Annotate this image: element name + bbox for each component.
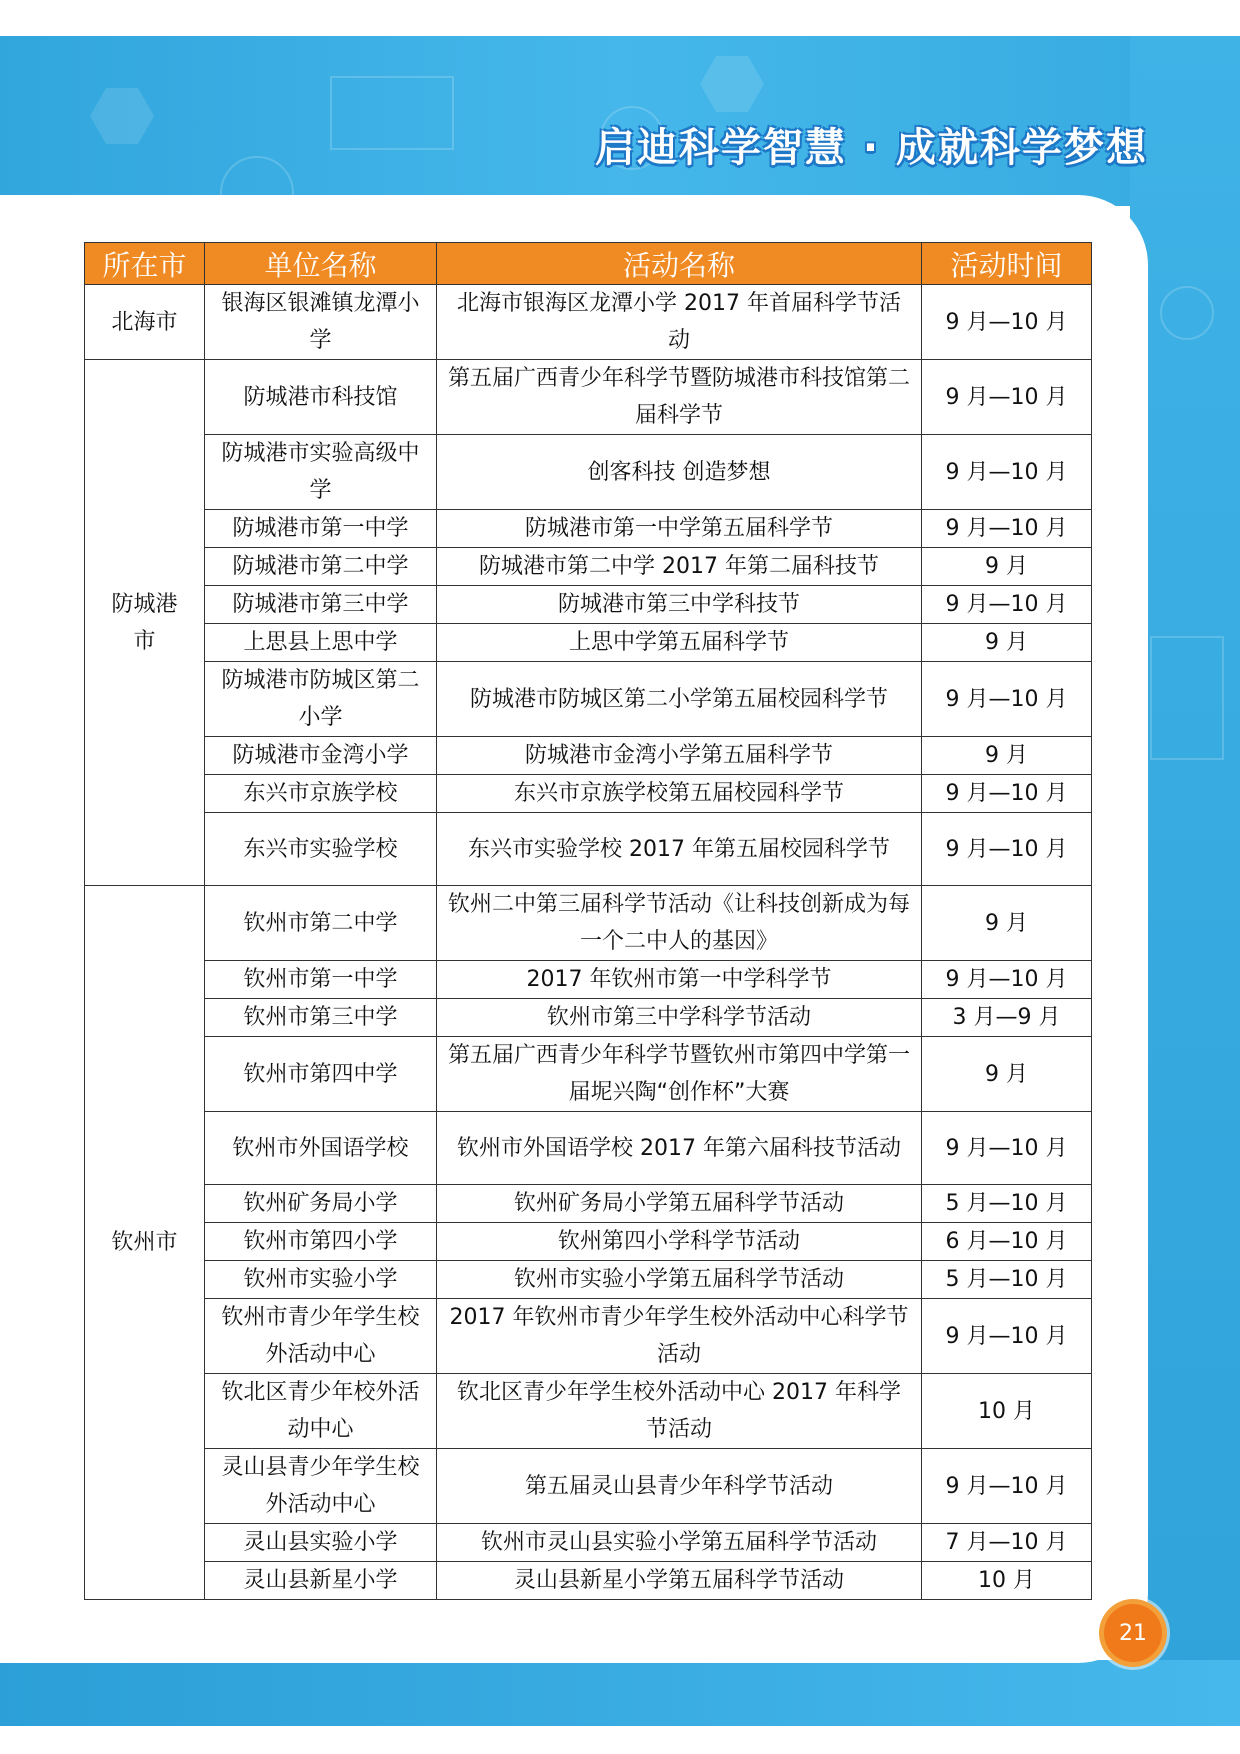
header-unit: 单位名称 [205, 243, 437, 285]
circuit-decoration [330, 76, 454, 150]
activity-cell: 防城港市防城区第二小学第五届校园科学节 [437, 662, 922, 737]
activity-table [84, 242, 1092, 1600]
city-cell: 北海市 [85, 285, 205, 360]
page-number: 21 [1104, 1604, 1162, 1662]
unit-cell: 东兴市京族学校 [205, 775, 437, 813]
city-cell: 防城港市 [85, 360, 205, 886]
unit-cell: 银海区银滩镇龙潭小学 [205, 285, 437, 360]
table-row [85, 1524, 1092, 1562]
time-cell: 9 月 [922, 1037, 1092, 1112]
activity-cell: 2017 年钦州市第一中学科学节 [437, 961, 922, 999]
table-row [85, 1112, 1092, 1185]
table-row [85, 1261, 1092, 1299]
table-row [85, 1185, 1092, 1223]
unit-cell: 钦州市第四中学 [205, 1037, 437, 1112]
time-cell: 9 月—10 月 [922, 435, 1092, 510]
unit-cell: 防城港市第二中学 [205, 548, 437, 586]
activity-cell: 上思中学第五届科学节 [437, 624, 922, 662]
table-row [85, 586, 1092, 624]
time-cell: 9 月—10 月 [922, 285, 1092, 360]
unit-cell: 钦州市第一中学 [205, 961, 437, 999]
time-cell: 6 月—10 月 [922, 1223, 1092, 1261]
hexagon-decoration [700, 56, 764, 112]
unit-cell: 钦州市外国语学校 [205, 1112, 437, 1185]
activity-cell: 钦北区青少年学生校外活动中心 2017 年科学节活动 [437, 1374, 922, 1449]
table-row [85, 548, 1092, 586]
table-row [85, 510, 1092, 548]
time-cell: 9 月—10 月 [922, 510, 1092, 548]
table-row [85, 961, 1092, 999]
activity-cell: 第五届广西青少年科学节暨钦州市第四中学第一届坭兴陶“创作杯”大赛 [437, 1037, 922, 1112]
time-cell: 9 月 [922, 737, 1092, 775]
activity-cell: 东兴市实验学校 2017 年第五届校园科学节 [437, 813, 922, 886]
activity-cell: 创客科技 创造梦想 [437, 435, 922, 510]
hexagon-decoration [90, 88, 154, 144]
unit-cell: 钦州矿务局小学 [205, 1185, 437, 1223]
table-row [85, 1449, 1092, 1524]
time-cell: 10 月 [922, 1562, 1092, 1600]
unit-cell: 防城港市第三中学 [205, 586, 437, 624]
time-cell: 9 月 [922, 624, 1092, 662]
unit-cell: 防城港市实验高级中学 [205, 435, 437, 510]
footer-band [0, 1660, 1240, 1726]
time-cell: 9 月—10 月 [922, 662, 1092, 737]
table-row [85, 360, 1092, 435]
activity-cell: 2017 年钦州市青少年学生校外活动中心科学节活动 [437, 1299, 922, 1374]
time-cell: 9 月—10 月 [922, 1449, 1092, 1524]
table-row [85, 1562, 1092, 1600]
unit-cell: 上思县上思中学 [205, 624, 437, 662]
table-row [85, 813, 1092, 886]
time-cell: 5 月—10 月 [922, 1261, 1092, 1299]
table-row [85, 662, 1092, 737]
table-row [85, 737, 1092, 775]
activity-cell: 钦州二中第三届科学节活动《让科技创新成为每一个二中人的基因》 [437, 886, 922, 961]
time-cell: 9 月 [922, 548, 1092, 586]
table-row [85, 624, 1092, 662]
city-cell: 钦州市 [85, 886, 205, 1600]
table-row [85, 999, 1092, 1037]
time-cell: 9 月 [922, 886, 1092, 961]
table-header-row [85, 243, 1092, 285]
table-row [85, 285, 1092, 360]
table-row [85, 1374, 1092, 1449]
activity-cell: 钦州第四小学科学节活动 [437, 1223, 922, 1261]
time-cell: 9 月—10 月 [922, 775, 1092, 813]
table-row [85, 886, 1092, 961]
activity-cell: 防城港市金湾小学第五届科学节 [437, 737, 922, 775]
header-slogan: 启迪科学智慧 · 成就科学梦想 [594, 125, 1148, 171]
activity-cell: 第五届广西青少年科学节暨防城港市科技馆第二届科学节 [437, 360, 922, 435]
unit-cell: 防城港市金湾小学 [205, 737, 437, 775]
unit-cell: 灵山县实验小学 [205, 1524, 437, 1562]
unit-cell: 防城港市防城区第二小学 [205, 662, 437, 737]
activity-cell: 北海市银海区龙潭小学 2017 年首届科学节活动 [437, 285, 922, 360]
table-body [85, 285, 1092, 1600]
time-cell: 9 月—10 月 [922, 1112, 1092, 1185]
unit-cell: 东兴市实验学校 [205, 813, 437, 886]
unit-cell: 钦州市第二中学 [205, 886, 437, 961]
time-cell: 10 月 [922, 1374, 1092, 1449]
unit-cell: 钦州市青少年学生校外活动中心 [205, 1299, 437, 1374]
gear-decoration [1160, 286, 1214, 340]
table-row [85, 435, 1092, 510]
activity-cell: 防城港市第一中学第五届科学节 [437, 510, 922, 548]
activity-cell: 钦州市外国语学校 2017 年第六届科技节活动 [437, 1112, 922, 1185]
table-row [85, 1299, 1092, 1374]
activity-cell: 灵山县新星小学第五届科学节活动 [437, 1562, 922, 1600]
unit-cell: 钦州市实验小学 [205, 1261, 437, 1299]
activity-cell: 钦州市第三中学科学节活动 [437, 999, 922, 1037]
unit-cell: 钦州市第四小学 [205, 1223, 437, 1261]
table-row [85, 1037, 1092, 1112]
time-cell: 9 月—10 月 [922, 586, 1092, 624]
header-city: 所在市 [85, 243, 205, 285]
time-cell: 9 月—10 月 [922, 360, 1092, 435]
time-cell: 5 月—10 月 [922, 1185, 1092, 1223]
activity-cell: 防城港市第二中学 2017 年第二届科技节 [437, 548, 922, 586]
table-row [85, 775, 1092, 813]
activity-cell: 钦州矿务局小学第五届科学节活动 [437, 1185, 922, 1223]
unit-cell: 防城港市第一中学 [205, 510, 437, 548]
activity-cell: 钦州市灵山县实验小学第五届科学节活动 [437, 1524, 922, 1562]
activity-cell: 第五届灵山县青少年科学节活动 [437, 1449, 922, 1524]
header-activity: 活动名称 [437, 243, 922, 285]
unit-cell: 灵山县青少年学生校外活动中心 [205, 1449, 437, 1524]
time-cell: 3 月—9 月 [922, 999, 1092, 1037]
time-cell: 9 月—10 月 [922, 961, 1092, 999]
activity-cell: 东兴市京族学校第五届校园科学节 [437, 775, 922, 813]
table-row [85, 1223, 1092, 1261]
activity-cell: 防城港市第三中学科技节 [437, 586, 922, 624]
unit-cell: 钦州市第三中学 [205, 999, 437, 1037]
circuit-decoration [1150, 636, 1224, 760]
time-cell: 9 月—10 月 [922, 813, 1092, 886]
header-time: 活动时间 [922, 243, 1092, 285]
activity-cell: 钦州市实验小学第五届科学节活动 [437, 1261, 922, 1299]
unit-cell: 防城港市科技馆 [205, 360, 437, 435]
unit-cell: 钦北区青少年校外活动中心 [205, 1374, 437, 1449]
unit-cell: 灵山县新星小学 [205, 1562, 437, 1600]
time-cell: 7 月—10 月 [922, 1524, 1092, 1562]
time-cell: 9 月—10 月 [922, 1299, 1092, 1374]
